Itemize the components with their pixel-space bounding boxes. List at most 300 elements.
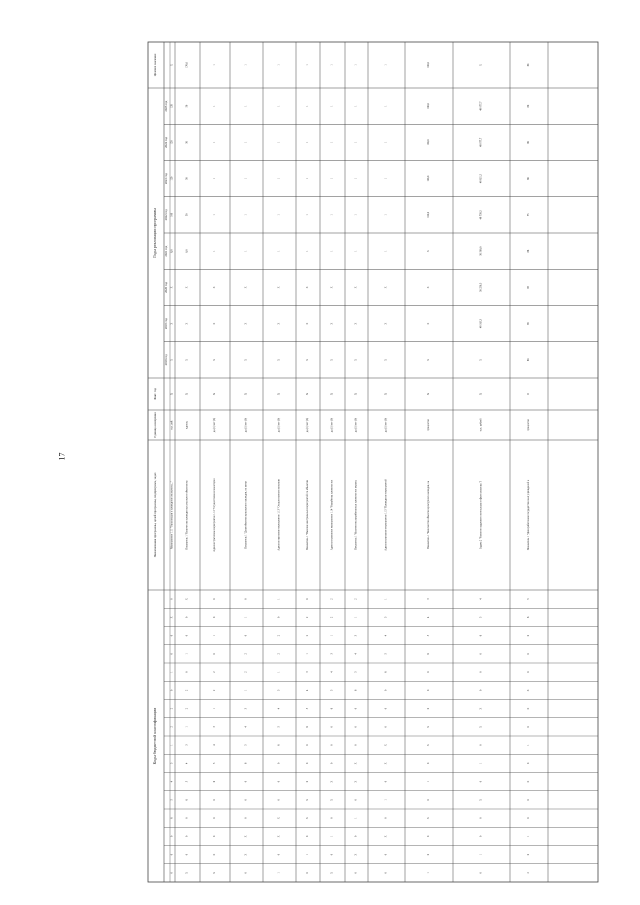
row-year-value: 1	[330, 177, 334, 180]
code-cell: 2	[185, 707, 189, 710]
row-year-value: 50 500,0	[479, 246, 483, 256]
code-cell: X	[479, 707, 483, 710]
code-cell: 0	[330, 817, 334, 819]
row-fact: X	[184, 392, 189, 396]
code-cell: 0	[354, 799, 358, 801]
row-unit: да (1)/нет (0)	[306, 417, 309, 433]
code-cell: 0	[427, 689, 430, 692]
code-cell: 2	[213, 671, 216, 673]
code-cell: 2	[277, 653, 281, 655]
row-year-value: X	[427, 286, 430, 289]
code-cell: 0	[427, 671, 430, 673]
header-unit-col: Единица измерения	[153, 412, 157, 438]
header-year-6: 2024 год	[164, 136, 168, 148]
row-year-value: X	[213, 286, 216, 289]
code-cell: 0	[306, 762, 309, 765]
row-year-value: 100	[170, 212, 174, 217]
code-cell: 0	[213, 835, 216, 838]
row-year-value: 86	[527, 249, 530, 253]
code-cell: 0	[213, 799, 216, 801]
code-cell: 0	[277, 762, 281, 765]
code-cell: 4	[427, 616, 430, 619]
code-cell: 1	[213, 634, 216, 637]
code-cell: 1	[277, 671, 281, 673]
code-cell: 5	[170, 799, 174, 801]
code-cell: 1	[527, 744, 530, 746]
header-year-5: 2023 год	[164, 173, 168, 185]
code-cell: 0	[527, 762, 530, 765]
row-year-value: 80	[527, 358, 530, 362]
code-cell: X	[427, 725, 430, 728]
code-cell: X	[354, 762, 358, 765]
row-year-value: X	[384, 358, 388, 361]
code-cell: 4	[170, 780, 174, 783]
row-year-value: 0,0	[185, 249, 189, 253]
row-name: Мероприятие 1.11 "Организация и проведение экспертизы..."	[170, 481, 174, 549]
row-year-value: X	[330, 322, 334, 325]
row-name: Административное мероприятие 1.15 "Проведение мероприятий	[384, 479, 388, 551]
code-cell: 5	[354, 671, 358, 673]
code-cell: 0	[479, 835, 483, 838]
row-year-value: 100,0	[427, 103, 430, 110]
row-total: 1	[384, 64, 388, 66]
row-year-value: 1	[244, 177, 248, 180]
code-cell: 0	[213, 653, 216, 655]
code-cell: 0	[170, 634, 174, 637]
header-year-3: 2021 год	[164, 245, 168, 257]
code-cell: X	[479, 725, 483, 728]
code-cell: 6	[244, 762, 248, 765]
code-cell: 6	[330, 707, 334, 710]
row-total: 170,0	[185, 62, 189, 68]
code-cell: 0	[170, 872, 174, 874]
code-cell: 0	[427, 762, 430, 765]
row-year-value: X	[306, 322, 309, 325]
code-cell: X	[354, 853, 358, 856]
code-cell: 0	[427, 835, 430, 838]
code-cell: 5	[185, 780, 189, 783]
row-year-value: 1	[277, 141, 281, 144]
code-cell: 0	[354, 872, 358, 874]
row-year-value: 1	[277, 214, 281, 216]
code-cell: 1	[244, 689, 248, 692]
row-unit: да (1)/нет (0)	[213, 417, 216, 433]
code-cell: 1	[527, 835, 530, 838]
code-cell: X	[185, 598, 189, 601]
code-cell: 0	[384, 817, 388, 819]
code-cell: 0	[213, 616, 216, 619]
row-year-value: X	[354, 358, 358, 361]
code-cell: 1	[170, 671, 174, 673]
code-cell: 0	[384, 726, 388, 728]
row-year-value: 100,0	[427, 139, 430, 146]
code-cell: 0	[306, 780, 309, 783]
code-cell: 5	[384, 653, 388, 655]
row-year-value: 1	[306, 105, 309, 107]
code-cell: X	[277, 835, 281, 838]
row-year-value: 120	[170, 176, 174, 181]
code-cell: 3	[170, 762, 174, 765]
code-cell: 0	[354, 726, 358, 728]
row-year-value: 120	[170, 104, 174, 109]
row-year-value: 6,0	[170, 249, 174, 253]
code-cell: 3	[354, 634, 358, 637]
code-cell: 0	[244, 780, 248, 783]
code-cell: 0	[479, 689, 483, 692]
header-year-4: 2022 год	[164, 209, 168, 221]
code-cell: 1	[306, 653, 309, 655]
row-name: Показатель 1 "Количество разработанных проектов зон охраны	[354, 480, 358, 550]
code-cell: 0	[354, 835, 358, 838]
row-fact: X	[329, 392, 334, 396]
row-total: 100,0	[427, 62, 430, 68]
code-cell: 0	[277, 616, 281, 619]
code-cell: 0	[185, 671, 189, 673]
row-year-value: 50	[185, 177, 189, 180]
code-cell: 2	[330, 616, 334, 619]
row-year-value: X	[427, 358, 430, 361]
code-cell: X	[479, 798, 483, 801]
row-name: Показатель 1 "Наличие контрольных мероприятий по объектам	[306, 479, 309, 551]
code-cell: 0	[384, 872, 388, 874]
code-cell: 5	[479, 616, 483, 619]
code-cell: 0	[185, 817, 189, 819]
row-year-value: 1	[330, 250, 334, 252]
row-year-value: 1	[354, 105, 358, 107]
row-name: Показатель 1 "Количество проведенных экспертиз объектов ку	[185, 480, 189, 550]
code-cell: 0	[244, 598, 248, 600]
row-year-value: X	[277, 322, 281, 325]
code-cell: 5	[277, 726, 281, 728]
row-fact: X	[426, 392, 430, 396]
code-cell: 1	[427, 872, 430, 874]
row-year-value: X	[244, 322, 248, 325]
row-name: Административное мероприятие 1.14 "Разработка проектов зон	[330, 479, 334, 551]
code-cell: 0	[479, 817, 483, 819]
row-year-value: X	[277, 286, 281, 289]
header-fact-col: Факт. год	[153, 388, 157, 400]
code-cell: 0	[185, 853, 189, 856]
header-year-2: 2020 год	[164, 281, 168, 293]
row-fact: X	[276, 392, 281, 396]
code-cell: 0	[527, 817, 530, 819]
row-year-value: X	[384, 322, 388, 325]
code-cell: X	[527, 780, 530, 783]
code-cell: X	[384, 835, 388, 838]
code-cell: 5	[213, 762, 216, 765]
row-year-value: 48 977,7	[479, 137, 483, 147]
row-year-value: 50	[185, 104, 189, 108]
code-cell: 6	[277, 744, 281, 746]
code-cell: 0	[479, 671, 483, 673]
row-year-value: 1	[384, 214, 388, 216]
code-cell: 1	[277, 598, 281, 600]
row-total: 1	[354, 64, 358, 66]
row-year-value: X	[170, 322, 174, 325]
row-year-value: 1	[213, 105, 216, 107]
code-cell: 6	[213, 780, 216, 783]
row-year-value: X	[244, 286, 248, 289]
code-cell: X	[330, 871, 334, 874]
code-cell: X	[330, 780, 334, 783]
code-cell: 5	[244, 744, 248, 746]
row-name: Административное мероприятие 1.12 "Осуществление мониторин	[213, 478, 216, 552]
code-cell: 6	[384, 671, 388, 673]
row-year-value: 1	[213, 250, 216, 252]
code-cell: 6	[354, 689, 358, 692]
row-year-value: X	[306, 358, 309, 361]
row-year-value: 1	[277, 105, 281, 107]
header-budget-codes: Коды бюджетной классификации	[152, 707, 157, 765]
row-year-value: X	[185, 286, 189, 289]
row-total: X	[170, 64, 174, 66]
code-cell: 2	[244, 653, 248, 655]
code-cell: 4	[306, 689, 309, 692]
row-year-value: X	[277, 358, 281, 361]
code-cell: 1	[213, 707, 216, 710]
code-cell: 2	[244, 671, 248, 673]
code-cell: 0	[354, 707, 358, 710]
code-cell: 3	[306, 671, 309, 673]
code-cell: 1	[479, 853, 483, 856]
code-cell: 6	[479, 634, 483, 637]
row-total: 1	[277, 64, 281, 66]
code-cell: 1	[354, 817, 358, 819]
code-cell: 2	[527, 872, 530, 874]
row-unit: да (1)/нет (0)	[354, 417, 358, 433]
code-cell: 0	[185, 634, 189, 637]
code-cell: 6	[427, 653, 430, 655]
code-cell: 6	[170, 817, 174, 819]
row-unit: процентов	[527, 419, 530, 431]
code-cell: 5	[306, 707, 309, 710]
table-frame	[148, 42, 598, 882]
row-year-value: 48 758,5	[479, 210, 483, 220]
code-cell: 0	[427, 707, 430, 710]
row-year-value: 100,0	[427, 175, 430, 182]
code-cell: 1	[306, 853, 309, 856]
code-cell: 1	[354, 616, 358, 619]
row-year-value: X	[354, 286, 358, 289]
code-cell: 0	[277, 853, 281, 856]
code-cell: 4	[354, 653, 358, 655]
code-cell: 2	[277, 634, 281, 637]
row-year-value: X	[384, 286, 388, 289]
code-cell: 0	[170, 598, 174, 600]
row-year-value: 1	[384, 141, 388, 144]
row-year-value: 1	[306, 177, 309, 180]
row-fact: X	[243, 392, 248, 396]
code-cell: 4	[384, 634, 388, 637]
row-year-value: X	[185, 322, 189, 325]
code-cell: 0	[213, 817, 216, 819]
row-year-value: 1	[306, 250, 309, 252]
row-total: X	[479, 64, 483, 66]
row-year-value: 48 165,3	[479, 319, 483, 329]
row-year-value: 1	[384, 250, 388, 252]
code-cell: 0	[306, 744, 309, 746]
code-cell: 0	[170, 835, 174, 838]
row-year-value: 1	[354, 250, 358, 252]
row-fact: X	[353, 392, 358, 396]
code-cell: 3	[330, 653, 334, 655]
row-fact: X	[478, 392, 483, 396]
row-name: Административное мероприятие 1.13 "Осуществление контроля	[277, 479, 281, 551]
code-cell: 3	[427, 598, 430, 600]
code-cell: 0	[384, 780, 388, 783]
code-cell: 0	[170, 853, 174, 856]
row-year-value: 1	[213, 214, 216, 216]
row-total: 1	[306, 64, 309, 66]
code-cell: 3	[185, 744, 189, 746]
code-cell: 1	[479, 762, 483, 765]
code-cell: X	[527, 707, 530, 710]
row-year-value: 100,0	[427, 211, 430, 218]
code-cell: 0	[330, 853, 334, 856]
code-cell: 0	[244, 799, 248, 801]
row-name: Задача 2 "Развитие кадрового потенциала в сфере культуры Т	[479, 480, 483, 550]
row-year-value: X	[427, 322, 430, 325]
code-cell: X	[244, 835, 248, 838]
row-fact: X	[383, 392, 388, 396]
code-cell: 0	[427, 853, 430, 856]
row-name: Показатель 1 "Доля объектов культурного наследия, по котор	[244, 481, 248, 549]
code-cell: 1	[330, 835, 334, 838]
code-cell: 0	[384, 689, 388, 692]
row-year-value: 1	[306, 141, 309, 144]
row-year-value: 80	[527, 141, 530, 144]
row-year-value: 1	[277, 250, 281, 252]
row-year-value: X	[213, 322, 216, 325]
code-cell: 0	[330, 762, 334, 765]
code-cell: 2	[354, 598, 358, 600]
row-total: 80	[527, 63, 530, 67]
code-cell: 1	[330, 634, 334, 637]
row-name: Показатель 1 "Количество объектов культурного наследия, на	[427, 480, 430, 550]
row-year-value: X	[479, 358, 483, 361]
code-cell: 0	[354, 744, 358, 746]
code-cell: 4	[479, 598, 483, 600]
code-cell: 0	[479, 872, 483, 874]
row-year-value: 1	[277, 177, 281, 180]
code-cell: 2	[330, 598, 334, 600]
row-year-value: X	[354, 322, 358, 325]
row-unit: да (1)/нет (0)	[244, 417, 248, 433]
row-year-value: X	[185, 358, 189, 361]
row-year-value: 1	[244, 250, 248, 252]
code-cell: 3	[277, 689, 281, 692]
row-year-value: 50	[185, 141, 189, 144]
code-cell: 0	[170, 653, 174, 655]
row-year-value: X	[306, 286, 309, 289]
row-total: 1	[213, 64, 216, 66]
code-cell: 0	[527, 799, 530, 801]
row-year-value: 1	[330, 141, 334, 144]
row-year-value: X	[330, 358, 334, 361]
code-cell: 2	[185, 689, 189, 692]
row-year-value: 48 821,5	[479, 174, 483, 184]
code-cell: 1	[277, 872, 281, 874]
row-year-value: 1	[330, 214, 334, 216]
code-cell: 1	[384, 799, 388, 801]
code-cell: 6	[306, 726, 309, 728]
code-cell: 2	[306, 616, 309, 619]
row-year-value: 1	[244, 105, 248, 107]
code-cell: X	[384, 744, 388, 747]
code-cell: 0	[306, 598, 309, 600]
code-cell: 0	[527, 853, 530, 856]
row-unit: процентов	[427, 419, 430, 431]
code-cell: 0	[330, 726, 334, 728]
code-cell: 0	[306, 872, 309, 874]
code-cell: 3	[244, 707, 248, 710]
code-cell: X	[170, 616, 174, 619]
row-unit: да (1)/нет (0)	[277, 417, 281, 433]
row-unit: да (1)/нет (0)	[330, 417, 334, 433]
code-cell: 0	[527, 671, 530, 673]
row-year-value: 1	[213, 141, 216, 144]
code-cell: 1	[384, 598, 388, 600]
row-year-value: X	[330, 286, 334, 289]
code-cell: 0	[384, 853, 388, 856]
row-unit: единиц	[185, 421, 189, 429]
code-cell: 0	[170, 689, 174, 692]
code-cell: 0	[244, 817, 248, 819]
header-year-0: 2018 год	[164, 354, 168, 366]
code-cell: 3	[213, 726, 216, 728]
row-fact: X	[212, 392, 216, 396]
header-years-group: Годы реализации программы	[152, 208, 157, 258]
row-year-value: 1	[354, 141, 358, 144]
row-unit: да (1)/нет (0)	[384, 417, 388, 433]
code-cell: X	[185, 871, 189, 874]
code-cell: 5	[527, 598, 530, 600]
code-cell: 3	[384, 616, 388, 619]
code-cell: 0	[330, 744, 334, 746]
code-cell: X	[244, 853, 248, 856]
code-cell: X	[306, 817, 309, 820]
code-cell: 6	[527, 616, 530, 619]
header-year-7: 2025 год	[164, 100, 168, 112]
code-cell: 1	[170, 744, 174, 746]
code-cell: 0	[427, 799, 430, 801]
row-year-value: 1	[213, 177, 216, 180]
row-total: 1	[330, 64, 334, 66]
row-year-value: X	[170, 286, 174, 289]
code-cell: 0	[479, 653, 483, 655]
code-cell: 2	[170, 726, 174, 728]
row-year-value: 1	[244, 141, 248, 144]
code-cell: 0	[244, 634, 248, 637]
code-cell: 4	[185, 762, 189, 765]
row-total: 1	[244, 64, 248, 66]
code-cell: 4	[213, 744, 216, 746]
row-year-value: 50 250,3	[479, 282, 483, 292]
code-cell: X	[330, 798, 334, 801]
row-year-value: 1	[244, 214, 248, 216]
code-cell: X	[213, 871, 216, 874]
row-year-value: 1	[354, 214, 358, 216]
code-cell: 4	[277, 707, 281, 710]
row-year-value: X	[427, 250, 430, 253]
row-year-value: 1	[384, 105, 388, 107]
code-cell: 0	[213, 598, 216, 600]
code-cell: 0	[527, 634, 530, 637]
row-year-value: 75	[527, 213, 530, 217]
code-cell: 0	[277, 780, 281, 783]
page-number: 17	[57, 452, 67, 461]
row-fact: X	[305, 392, 309, 396]
